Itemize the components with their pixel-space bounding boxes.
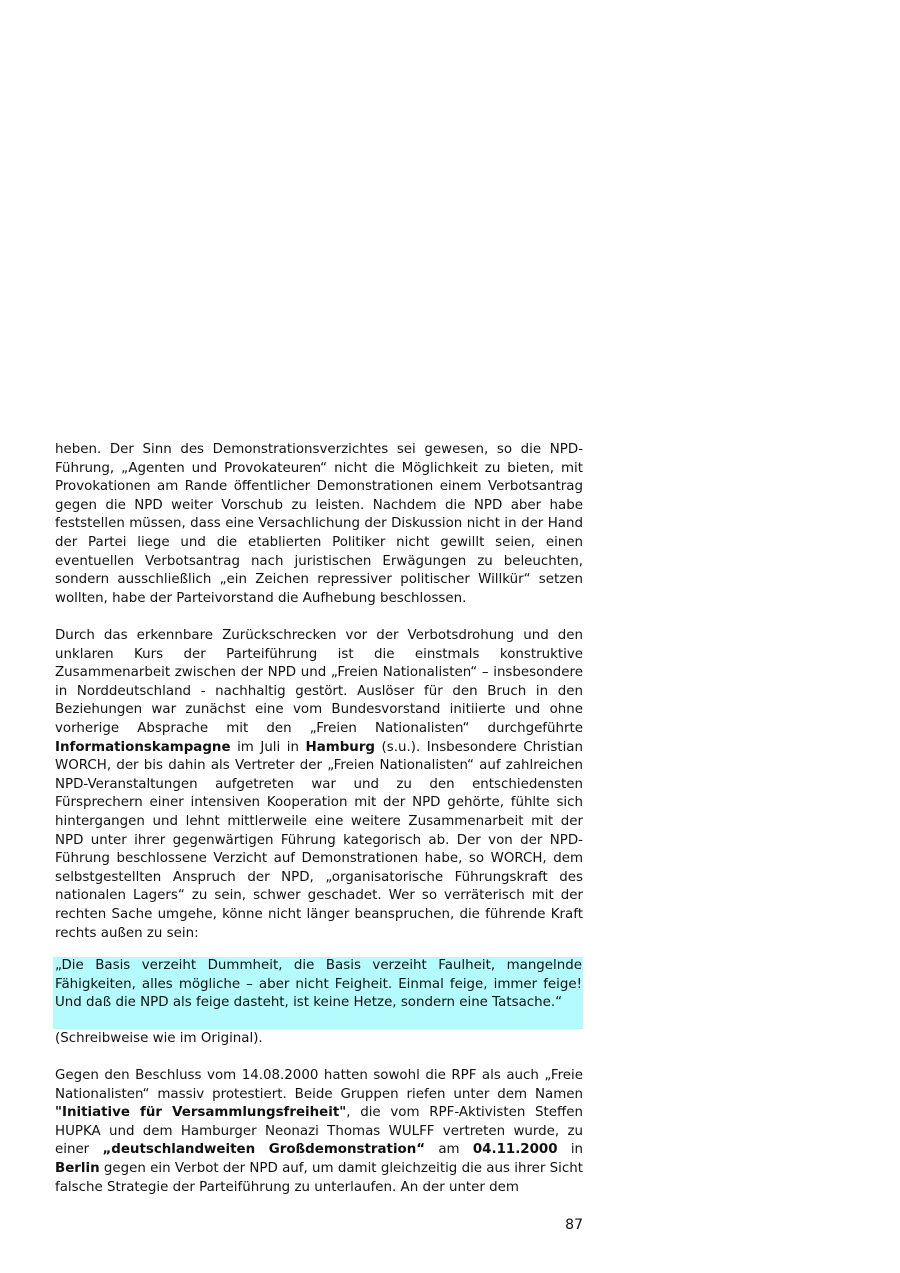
paragraph-2-part-3: (s.u.). Insbesondere Christian WORCH, der bis dahin als Vertreter der „Freien Nationalisten“ auf zahlreichen NPD-Veranstaltungen aufgetreten war und zu den entschiedensten Fürsprechern einer intensiven Kooperation mit der NPD gehörte, fühlte sich hintergangen und lehnt mittlerweile eine weitere Zusammenarbeit mit der NPD unter ihrer gegenwärtigen Führung kategorisch ab. Der von der NPD-Führung beschlossene Verzicht auf Demonstrationen habe, so WORCH, dem selbstgestellten Anspruch der NPD, „organisatorische Führungskraft des nationalen Lagers“ zu sein, schwer geschadet. Wer so verräterisch mit der rechten Sache umgehe, könne nicht länger beanspruchen, die führende Kraft rechts außen zu sein: — [55, 739, 583, 941]
paragraph-3-part-4: in — [557, 1142, 584, 1158]
bold-berlin: Berlin — [55, 1160, 100, 1176]
quote-note-text: (Schreibweise wie im Original). — [55, 1031, 263, 1046]
paragraph-3-part-3: am — [425, 1142, 473, 1158]
bold-informationskampagne: Informationskampagne — [55, 739, 231, 755]
paragraph-3-part-5: gegen ein Verbot der NPD auf, um damit gleichzeitig die aus ihrer Sicht falsche Strategie der Parteiführung zu unterlaufen. An der unter dem — [55, 1160, 583, 1195]
page-number: 87 — [565, 1217, 583, 1233]
paragraph-3-text — [55, 1067, 583, 1197]
paragraph-2-text — [55, 627, 583, 943]
paragraph-2-part-2: im Juli in — [230, 739, 306, 755]
paragraph-1 — [55, 441, 583, 608]
quote-block — [55, 957, 582, 1013]
paragraph-3-part-1: Gegen den Beschluss vom 14.08.2000 hatten sowohl die RPF als auch „Freie Nationalisten“ massiv protestiert. Beide Gruppen riefen unter dem Namen — [55, 1068, 583, 1102]
quote-note — [55, 1030, 583, 1049]
bold-initiative-name: "Initiative für Versammlungsfreiheit" — [55, 1105, 347, 1121]
bold-hamburg: Hamburg — [305, 739, 376, 755]
paragraph-3-part-2: , die vom RPF-Aktivisten Steffen HUPKA und dem Hamburger Neonazi Thomas WULFF vertreten wurde, zu einer — [55, 1105, 583, 1158]
paragraph-2 — [55, 627, 583, 943]
quote-text: „Die Basis verzeiht Dummheit, die Basis verzeiht Faulheit, mangelnde Fähigkeiten, alles mögliche – aber nicht Feigheit. Einmal feige, immer feige! Und daß die NPD als feige dasteht, ist keine Hetze, sondern eine Tatsache.“ — [55, 958, 582, 1011]
paragraph-1-text: heben. Der Sinn des Demonstrationsverzichtes sei gewesen, so die NPD-Führung, „Agenten und Provokateuren“ nicht die Möglichkeit zu bieten, mit Provokationen am Rande öffentlicher Demonstrationen einem Verbotsantrag gegen die NPD weiter Vorschub zu leisten. Nachdem die NPD aber habe feststellen müssen, dass eine Versachlichung der Diskussion nicht in der Hand der Partei liege und die etablierten Politiker nicht gewillt seien, einen eventuellen Verbotsantrag nach juristischen Erwägungen zu beleuchten, sondern ausschließlich „ein Zeichen repressiver politischer Willkür“ setzen wollten, habe der Parteivorstand die Aufhebung beschlossen. — [55, 442, 583, 606]
paragraph-2-part-1: Durch das erkennbare Zurückschrecken vor der Verbotsdrohung und den unklaren Kurs der Parteiführung ist die einstmals konstruktive Zusammenarbeit zwischen der NPD und „Freien Nationalisten“ – insbesondere in Norddeutschland - nachhaltig gestört. Auslöser für den Bruch in den Beziehungen war zunächst eine vom Bundesvorstand initiierte und ohne vorherige Absprache mit den „Freien Nationalisten“ durchgeführte — [55, 628, 583, 736]
bold-date: 04.11.2000 — [472, 1142, 558, 1158]
paragraph-3 — [55, 1067, 583, 1197]
bold-grossdemonstration: „deutschlandweiten Großdemonstration“ — [102, 1142, 426, 1158]
